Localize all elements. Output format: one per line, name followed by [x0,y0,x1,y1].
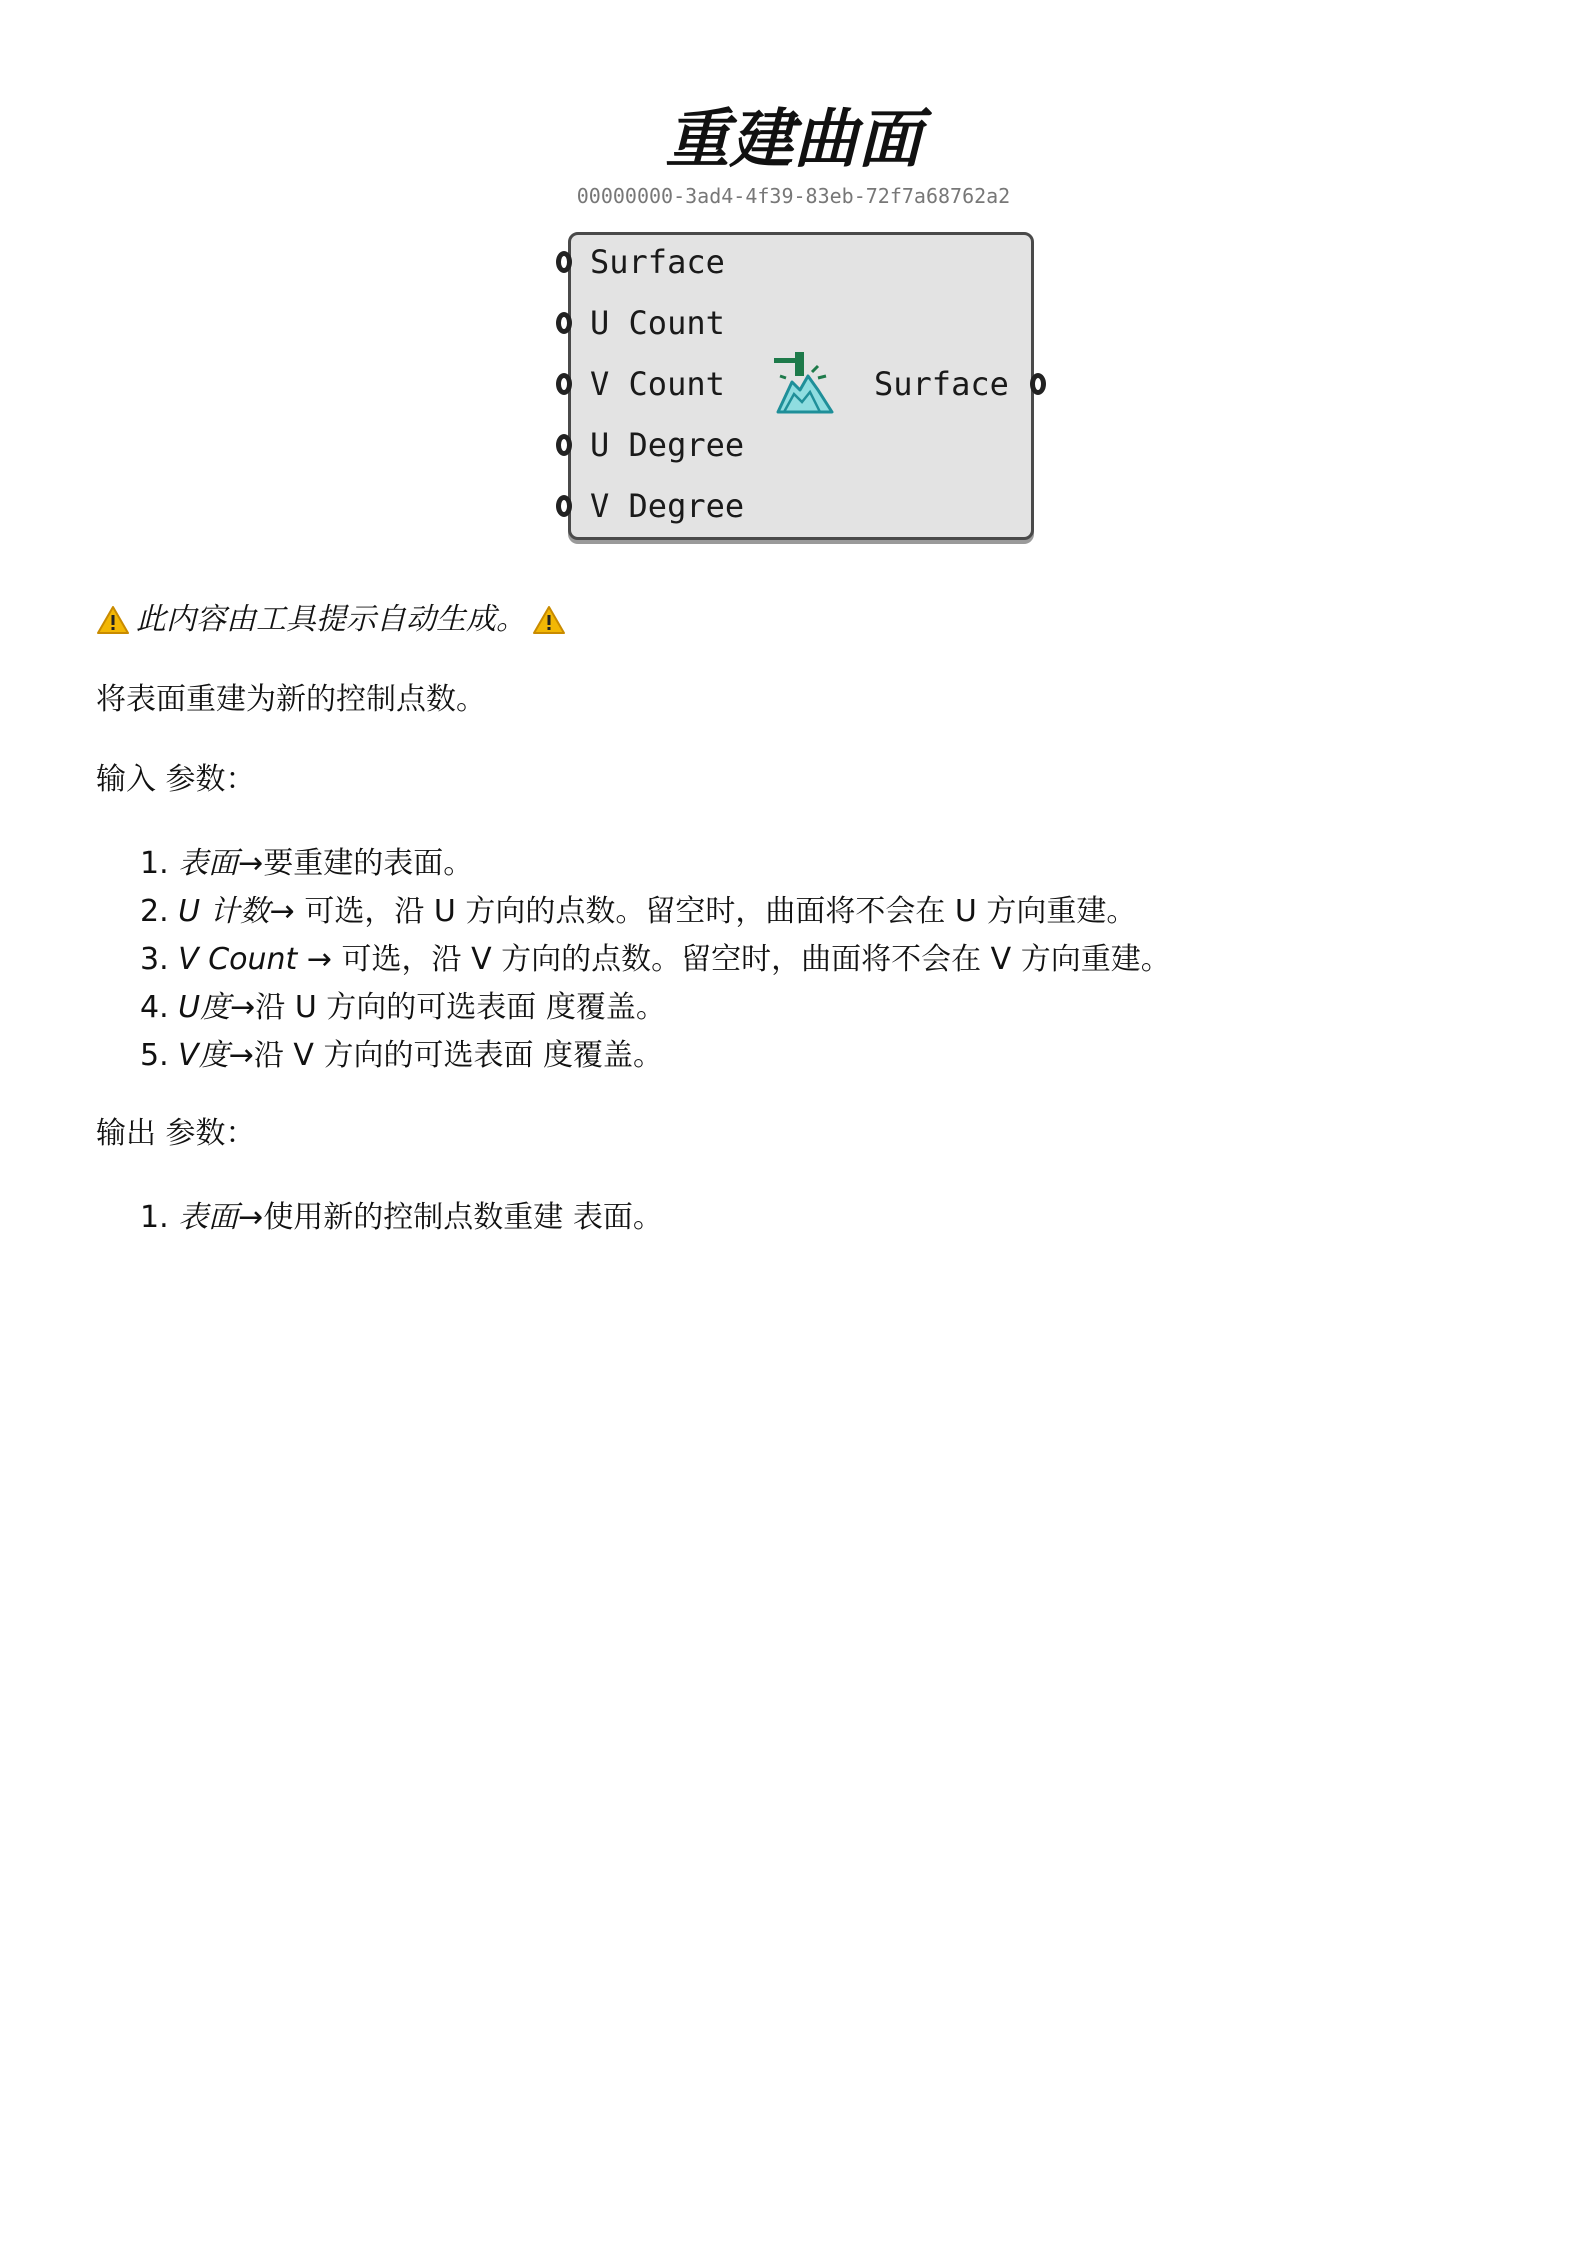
input-port-u-degree[interactable] [556,434,572,456]
notice-text: 此内容由工具提示自动生成。 [136,602,526,637]
input-label-u-degree: U Degree [590,426,745,464]
component-node[interactable] [548,220,1058,560]
output-parameter-list [140,1194,663,1242]
output-label-surface: Surface [874,365,1009,403]
warning-icon [96,605,130,635]
input-parameter-item: 4. U度→沿 U 方向的可选表面 度覆盖。 [140,990,666,1025]
input-parameter-list [140,840,1171,1080]
input-parameter-item: 5. V度→沿 V 方向的可选表面 度覆盖。 [140,1038,663,1073]
inputs-heading: 输入 参数： [96,762,256,797]
input-port-surface[interactable] [556,251,572,273]
component-guid: 00000000-3ad4-4f39-83eb-72f7a68762a2 [576,184,1011,208]
input-parameter-item: 2. U 计数→ 可选，沿 U 方向的点数。留空时，曲面将不会在 U 方向重建。 [140,894,1137,929]
output-port-surface[interactable] [1030,373,1046,395]
input-label-v-count: V Count [590,365,725,403]
input-port-u-count[interactable] [556,312,572,334]
input-port-v-degree[interactable] [556,495,572,517]
input-port-v-count[interactable] [556,373,572,395]
auto-generated-notice [96,598,566,642]
warning-icon [532,605,566,635]
input-parameter-item: 1. 表面→要重建的表面。 [140,846,474,881]
input-label-surface: Surface [590,243,725,281]
input-parameter-item: 3. V Count → 可选，沿 V 方向的点数。留空时，曲面将不会在 V 方向重建。 [140,942,1171,977]
rebuild-surface-icon [772,350,838,416]
description: 将表面重建为新的控制点数。 [96,682,486,717]
page-title: 重建曲面 [665,103,922,177]
outputs-heading: 输出 参数： [96,1116,256,1151]
output-parameter-item: 1. 表面→使用新的控制点数重建 表面。 [140,1200,663,1235]
input-label-u-count: U Count [590,304,725,342]
input-label-v-degree: V Degree [590,487,745,525]
